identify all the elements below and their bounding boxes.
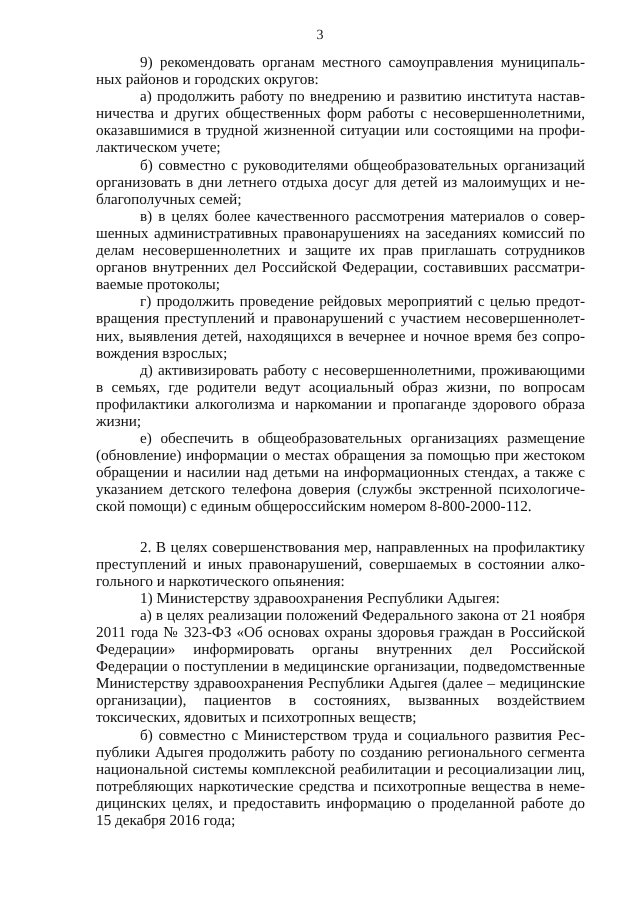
paragraph-health-subitem-b: б) совместно с Министерством труда и социального развития Республики Адыгея продолжить работу по созданию регионального сегмента национальной системы комплексной реабилитации и ресоциализации лиц, потребляющих наркотические средства и психотропные вещества в немедицинских целях, и предоставить информацию о проделанной работе до 15 декабря 2016 года;: [96, 726, 585, 830]
paragraph-subitem-v: в) в целях более качественного рассмотрения материалов о совершенных административных правонарушениях на заседаниях комиссий по делам несовершеннолетних и защите их прав приглашать сотрудников органов внутренних дел Российской Федерации, составивших рассматриваемые протоколы;: [96, 207, 585, 294]
paragraph-subitem-g: г) продолжить проведение рейдовых мероприятий с целью предотвращения преступлений и правонарушений с участием несовершеннолетних, выявления детей, находящихся в вечернее и ночное время без сопровождения взрослых;: [96, 293, 585, 362]
paragraph-subitem-d: д) активизировать работу с несовершеннолетними, проживающими в семьях, где родители ведут асоциальный образ жизни, по вопросам профилактики алкоголизма и наркомании и пропаганде здорового образа жизни;: [96, 361, 585, 430]
paragraph-subitem-e: е) обеспечить в общеобразовательных организациях размещение (обновление) информации о местах обращения за помощью при жестоком обращении и насилии над детьми на информационных стендах, а также с указанием детского телефона доверия (службы экстренной психологической помощи) с единым общероссийским номером 8-800-2000-112.: [96, 430, 585, 516]
paragraph-subitem-b: б) совместно с руководителями общеобразовательных организаций организовать в дни летнего отдыха досуг для детей из малоимущих и неблагополучных семей;: [96, 156, 585, 208]
page-number: 3: [316, 28, 324, 43]
paragraph-health-subitem-a: а) в целях реализации положений Федерального закона от 21 ноября 2011 года № 323-ФЗ «Об основах охраны здоровья граждан в Российской Федерации» информировать органы внутренних дел Российской Федерации о поступлении в медицинские организации, подведомственные Министерству здравоохранения Республики Адыгея (далее – медицинские организации), пациентов в состояниях, вызванных воздействием токсических, ядовитых и психотропных веществ;: [96, 606, 585, 727]
document-body: [96, 54, 585, 829]
paragraph-subitem-a: а) продолжить работу по внедрению и развитию института наставничества и других общественных форм работы с несовершеннолетними, оказавшимися в трудной жизненной ситуации или состоящими на профилактическом учете;: [96, 88, 585, 157]
paragraph-section-2: 2. В целях совершенствования мер, направленных на профилактику преступлений и иных правонарушений, совершаемых в состоянии алкогольного и наркотического опьянения:: [96, 538, 585, 590]
paragraph-ministry-health: 1) Министерству здравоохранения Республики Адыгея:: [140, 589, 500, 607]
paragraph-item-9: 9) рекомендовать органам местного самоуправления муниципальных районов и городских округов:: [96, 54, 585, 89]
